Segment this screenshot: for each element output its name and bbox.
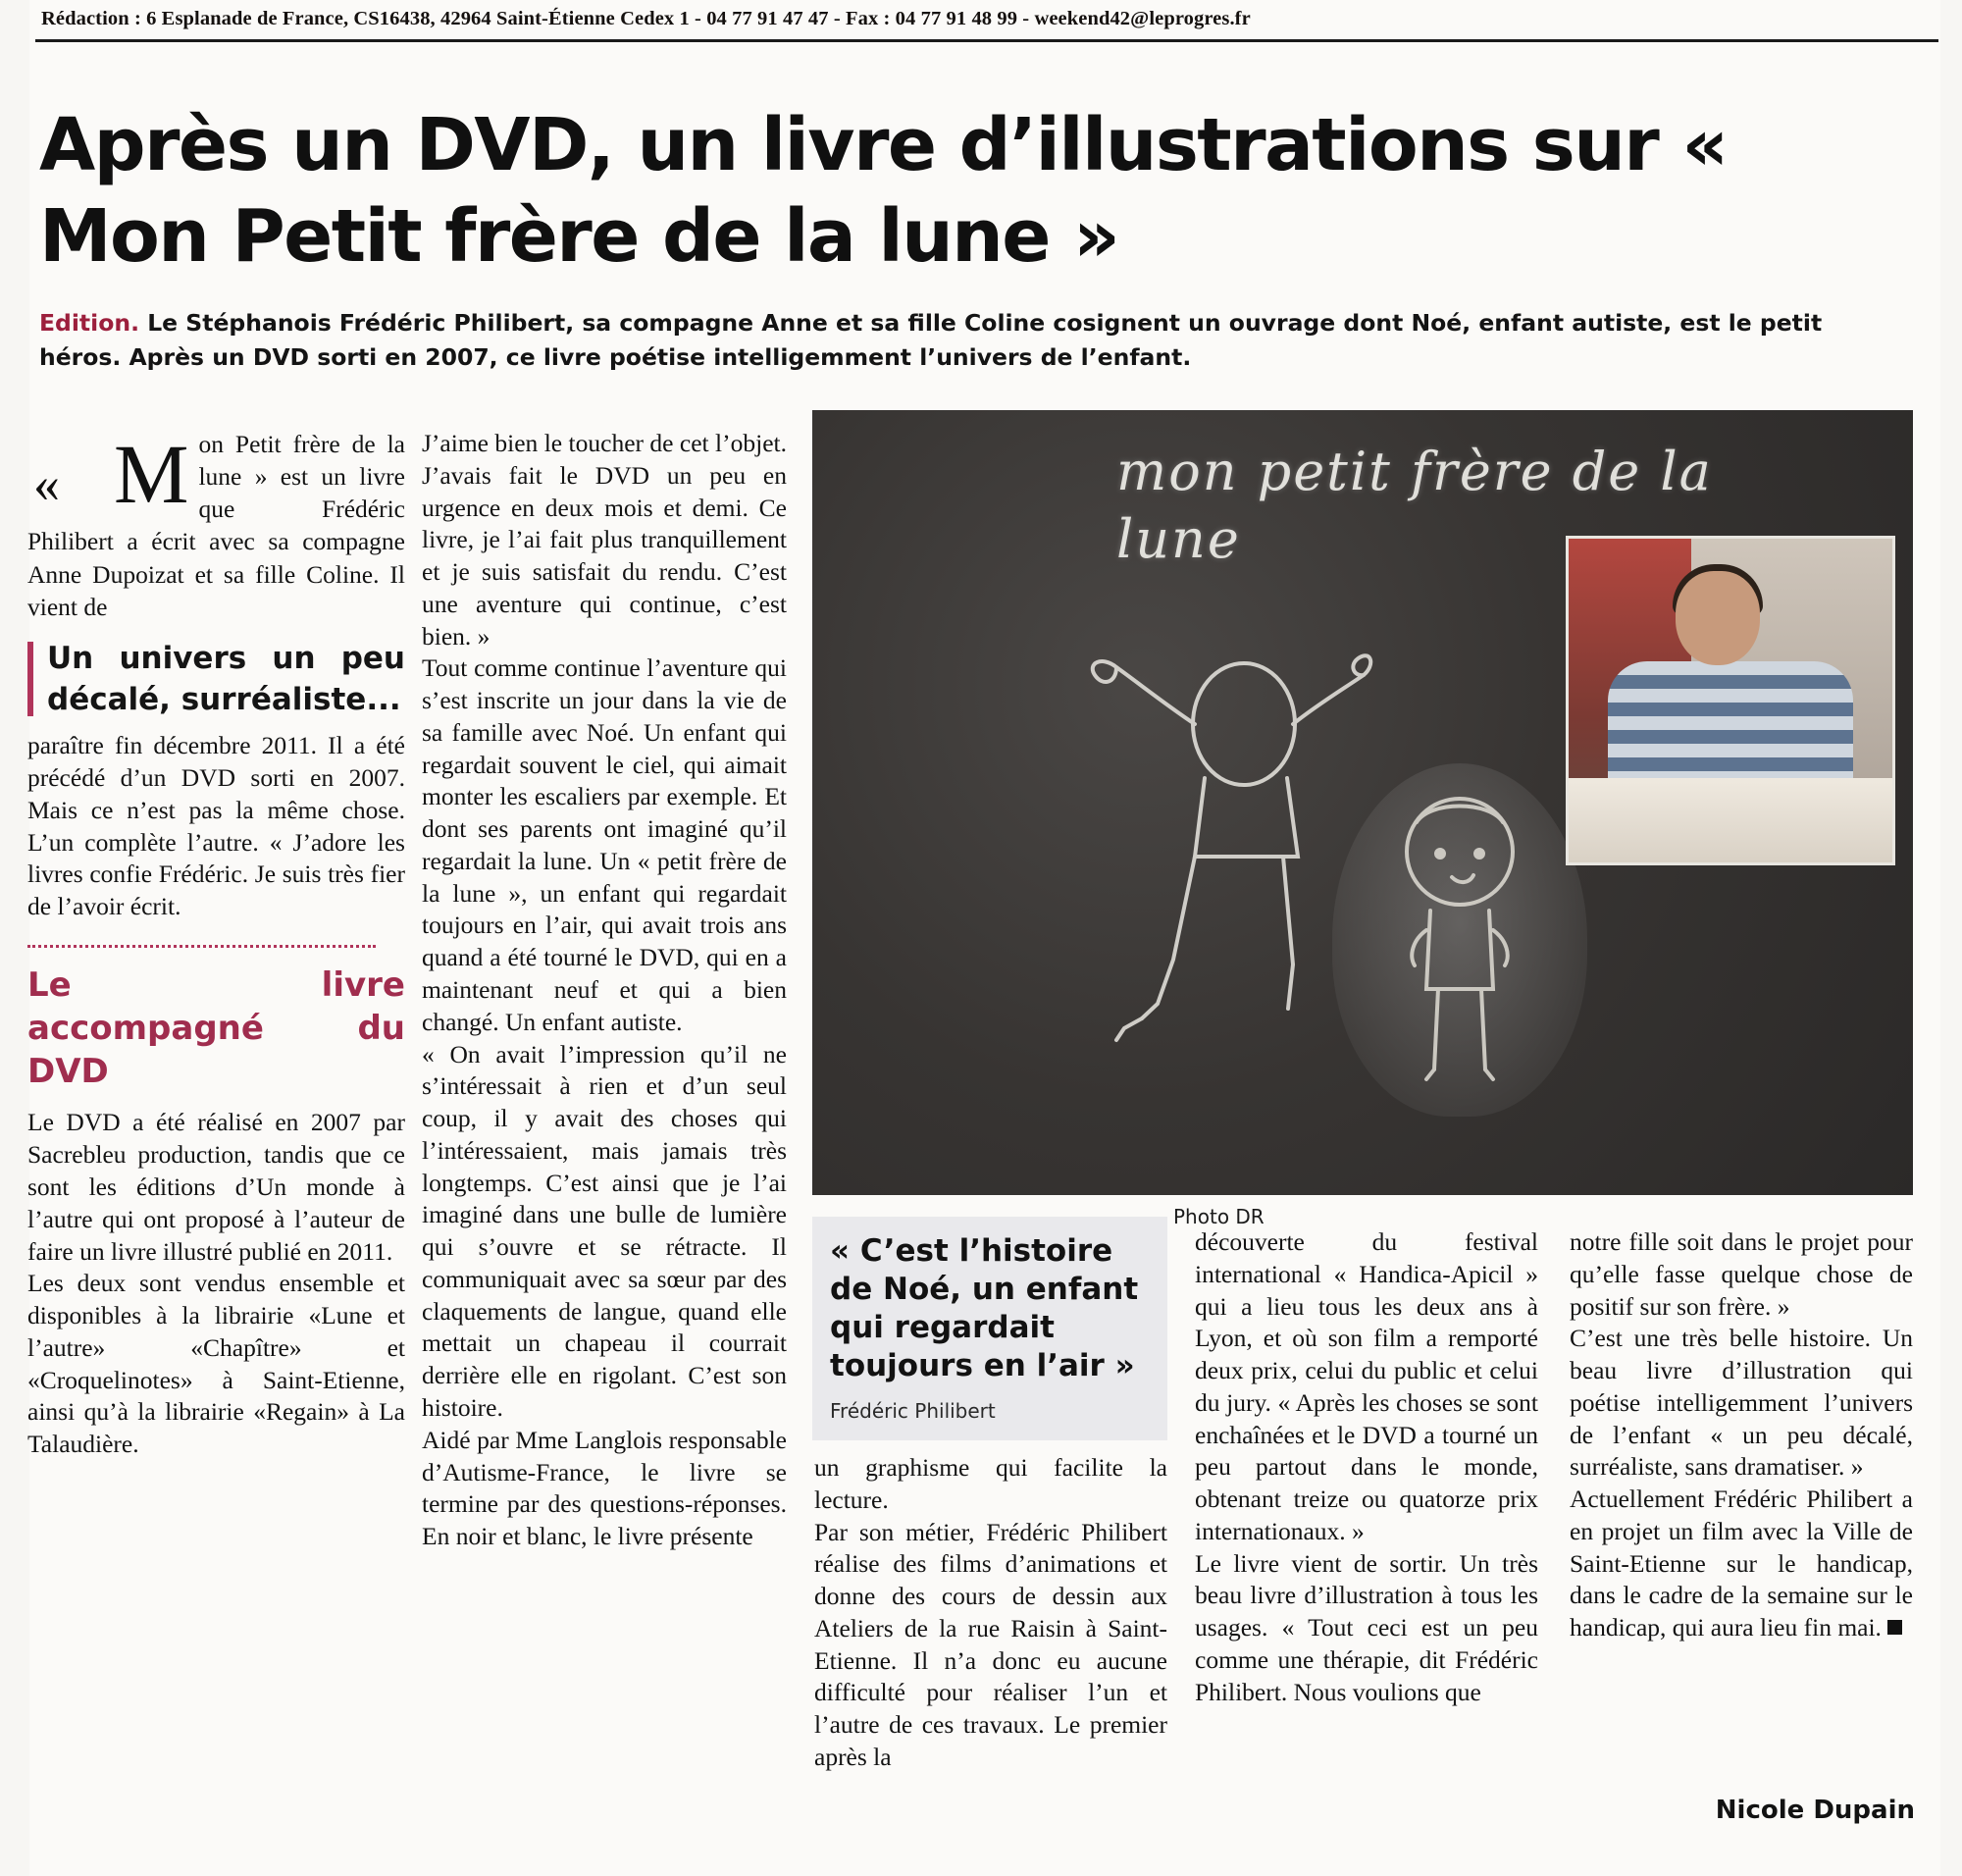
photo-credit: Photo DR bbox=[1173, 1205, 1265, 1228]
column3-para-1: un graphisme qui facilite la lecture. bbox=[814, 1453, 1167, 1514]
article-column-2 bbox=[422, 428, 787, 1553]
portrait-photo bbox=[1566, 536, 1895, 865]
chalk-drawing-child-icon bbox=[1362, 783, 1558, 1097]
article-column-4 bbox=[1195, 1226, 1538, 1708]
column3-para-2: Par son métier, Frédéric Philibert réalise des films d’animations et donne des cours de dessin aux Ateliers de la rue Raisin à Saint-Etienne. Il n’a donc eu aucune difficulté pour réaliser l’un et l’autre de ces travaux. Le premier après la bbox=[814, 1517, 1167, 1771]
pull-quote-author: Frédéric Philibert bbox=[830, 1399, 996, 1424]
page-title: Après un DVD, un livre d’illustrations sur « Mon Petit frère de la lune » bbox=[39, 102, 1728, 279]
byline: Nicole Dupain bbox=[1715, 1796, 1915, 1825]
masthead-contact-line: Rédaction : 6 Esplanade de France, CS16438, 42964 Saint-Étienne Cedex 1 - 04 77 91 47 47 - Fax : 04 77 91 48 99 - weekend42@leprogres.fr bbox=[41, 8, 1251, 29]
column5-para-3 bbox=[1570, 1484, 1913, 1644]
article-column-3 bbox=[814, 1452, 1167, 1774]
column2-para-2: Tout comme continue l’aventure qui s’est inscrite un jour dans la vie de sa famille avec Noé. Un enfant qui regardait souvent le ciel, qui aimait monter les escaliers par exemple. Et dont ses parents ont imaginé qu’il regardait la lune. Un « petit frère de la lune », un enfant qui regardait toujours en l’air, qui avait trois ans quand a été tourné le DVD, qui en a maintenant neuf et qui a bien changé. Un enfant autiste. bbox=[422, 653, 787, 1036]
column5-para-2: C’est une très belle histoire. Un beau livre d’illustration qui poétise intelligemment l’univers de l’enfant « un peu décalé, surréaliste, sans dramatiser. » bbox=[1570, 1324, 1913, 1482]
portrait-face bbox=[1676, 571, 1760, 665]
portrait-table bbox=[1569, 778, 1892, 862]
opening-quote-mark: « bbox=[33, 454, 60, 513]
dotted-separator bbox=[27, 945, 376, 948]
lead-paragraph-block bbox=[27, 428, 405, 624]
column1-lead: on Petit frère de la lune » est un livre que Frédéric Philibert a écrit avec sa compagne Anne Dupoizat et sa fille Coline. Il vient de bbox=[27, 430, 405, 621]
column4-para-2: Le livre vient de sortir. Un très beau livre d’illustration à tous les usages. « Tout ceci est un peu comme une thérapie, dit Frédéric Philibert. Nous voulions que bbox=[1195, 1548, 1538, 1706]
column5-para-1: notre fille soit dans le projet pour qu’elle fasse quelque chose de positif sur son frère. » bbox=[1570, 1227, 1913, 1321]
column4-para-1: découverte du festival international « Handica-Apicil » qui a lieu tous les deux ans à Lyon, et où son film a remporté deux prix, celui du public et celui du jury. « Après les choses se sont enchaînées et le DVD a tourné un peu partout dans le monde, obtenant treize ou quatorze prix internationaux. » bbox=[1195, 1227, 1538, 1545]
pull-quote-text: « C’est l’histoire de Noé, un enfant qui regardait toujours en l’air » bbox=[830, 1233, 1139, 1384]
chalk-handwritten-title: mon petit frère de la lune bbox=[1116, 441, 1713, 571]
standfirst bbox=[39, 306, 1864, 375]
standfirst-text: Le Stéphanois Frédéric Philibert, sa compagne Anne et sa fille Coline cosignent un ouvrage dont Noé, enfant autiste, est le petit héros. Après un DVD sorti en 2007, ce livre poétise intelligemment l’univers de l’enfant. bbox=[39, 309, 1823, 371]
drop-cap: M bbox=[114, 427, 189, 521]
column5-para-3-text: Actuellement Frédéric Philibert a en projet un film avec la Ville de Saint-Etienne sur le handicap, dans le cadre de la semaine sur le handicap, qui aura lieu fin mai. bbox=[1570, 1485, 1913, 1642]
chalk-drawing-girl-icon bbox=[1048, 606, 1381, 1048]
article-column-5 bbox=[1570, 1226, 1913, 1644]
subhead-book-dvd: Le livre accompagné du DVD bbox=[27, 964, 405, 1092]
end-mark-icon bbox=[1887, 1620, 1902, 1635]
pull-quote bbox=[812, 1217, 1167, 1440]
column2-para-1: J’aime bien le toucher de cet l’objet. J’avais fait le DVD un peu en urgence en deux mois et demi. Ce livre, je l’ai fait plus tranquillement et je suis satisfait du rendu. C’est une aventure qui continue, c’est bien. » bbox=[422, 429, 787, 651]
column1-para-2: paraître fin décembre 2011. Il a été précédé d’un DVD sorti en 2007. Mais ce n’est pas la même chose. L’un complète l’autre. « J’adore les livres confie Frédéric. Je suis très fier de l’avoir écrit. bbox=[27, 731, 405, 921]
header-rule bbox=[35, 39, 1938, 42]
column2-para-4: Aidé par Mme Langlois responsable d’Autisme-France, le livre se termine par des questions-réponses. En noir et blanc, le livre présente bbox=[422, 1425, 787, 1551]
article-column-1 bbox=[27, 428, 405, 1461]
column1-para-3: Le DVD a été réalisé en 2007 par Sacrebleu production, tandis que ce sont les éditions d’Un monde à l’autre qui ont proposé à l’auteur de faire un livre illustré publié en 2011. bbox=[27, 1108, 405, 1266]
main-photo bbox=[812, 410, 1913, 1195]
column2-para-3: « On avait l’impression qu’il ne s’intéressait à rien et d’un seul coup, il y avait des choses qui l’intéressaient, mais jamais très longtemps. C’est ainsi que je l’ai imaginé dans une bulle de lumière qui s’ouvre et se rétracte. Il communiquait avec sa sœur par des claquements de langue, quand elle mettait un chapeau il courrait derrière elle en rigolant. C’est son histoire. bbox=[422, 1039, 787, 1422]
standfirst-tag: Edition. bbox=[39, 309, 140, 337]
subhead-universe: Un univers un peu décalé, surréaliste... bbox=[27, 638, 405, 720]
column1-para-4: Les deux sont vendus ensemble et disponibles à la librairie «Lune et l’autre» «Chapître» et «Croquelinotes» à Saint-Etienne, ainsi qu’à la librairie «Regain» à La Talaudière. bbox=[27, 1269, 405, 1459]
